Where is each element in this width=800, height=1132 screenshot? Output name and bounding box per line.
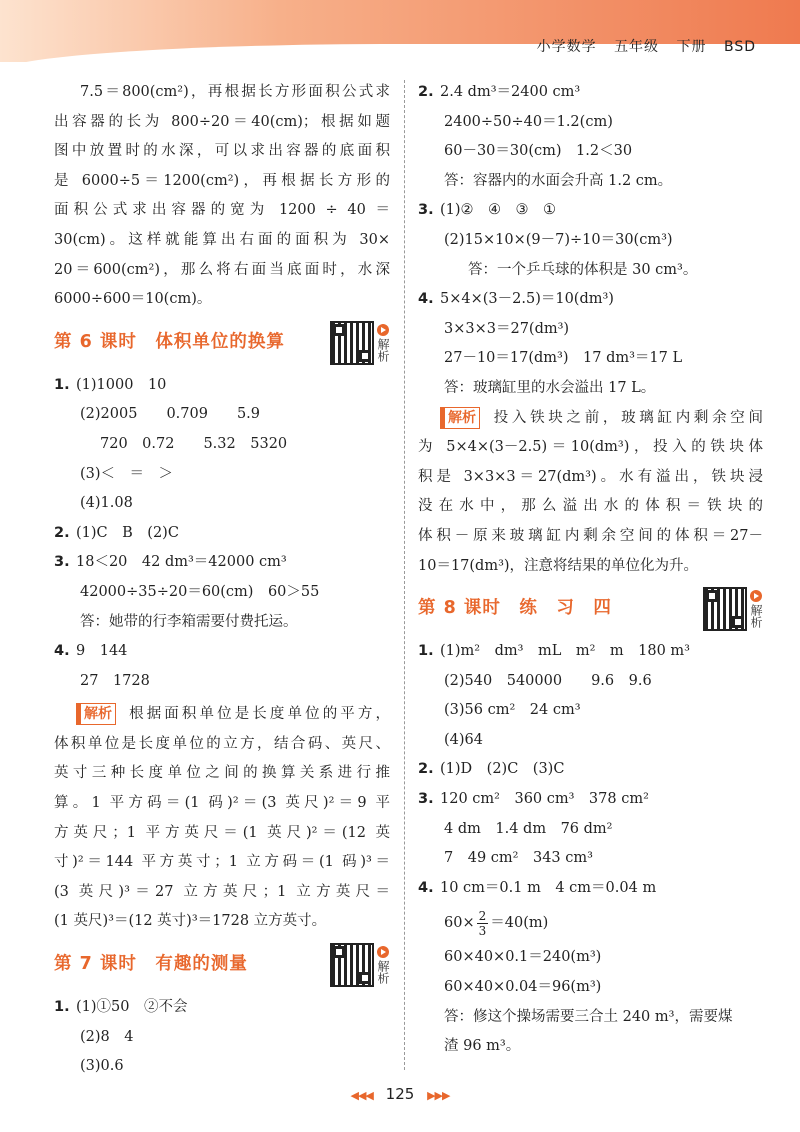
answer-text: ＝40(m) [490, 915, 549, 932]
answer-text: 2400÷50÷40＝1.2(cm) [444, 113, 613, 130]
text-line: 20＝600(cm²)，那么将右面当底面时，水深 [54, 261, 390, 278]
answer-block [418, 78, 763, 404]
qr-code-link[interactable] [330, 321, 390, 365]
text-line: 寸)²＝144 平方英寸；1 立方码＝(1 码)³＝ [54, 854, 390, 871]
text-line: 图中放置时的水深，可以求出容器的底面积 [54, 143, 390, 160]
analysis-paragraph [418, 404, 763, 582]
answer-text: 60× [444, 915, 475, 932]
answer-text: 42000÷35÷20＝60(cm) 60＞55 [80, 583, 320, 600]
answer-text: 5×4×(3－2.5)＝10(dm³) [440, 291, 614, 308]
answer-text: 60×40×0.04＝96(m³) [444, 979, 602, 996]
question-number: 4. [418, 291, 434, 308]
question-number: 2. [54, 524, 70, 541]
answer-text: 答：一个乒乓球的体积是 30 cm³。 [468, 261, 698, 278]
lesson-8-heading [418, 587, 763, 631]
answer-block [418, 637, 763, 1062]
intro-paragraph [54, 78, 390, 315]
answer-text: 答：修这个操场需要三合土 240 m³，需要煤 [444, 1008, 733, 1025]
question-number: 1. [54, 376, 70, 393]
answer-block [54, 993, 390, 1082]
qr-label: 解析 [376, 337, 390, 362]
qr-label: 解析 [749, 604, 763, 629]
fraction-denominator: 3 [478, 923, 487, 938]
fraction-line [418, 903, 763, 943]
answer-text: 答：容器内的水面会升高 1.2 cm。 [444, 172, 673, 189]
analysis-tag: 解析 [440, 407, 480, 429]
text-line: (3 英尺)³＝27 立方英尺；1 立方英尺＝ [54, 883, 390, 900]
answer-text: 10 cm＝0.1 m 4 cm＝0.04 m [440, 879, 657, 896]
lesson-title: 第 8 课时 练 习 四 [418, 598, 612, 619]
answer-text: 3×3×3＝27(dm³) [444, 320, 570, 337]
text-line: 算。1 平方码＝(1 码)²＝(3 英尺)²＝9 平 [54, 795, 390, 812]
column-divider [404, 80, 405, 1070]
answer-text: 60×40×0.1＝240(m³) [444, 949, 602, 966]
left-column [54, 78, 390, 1082]
text-line: 10＝17(dm³)，注意将结果的单位化为升。 [418, 557, 699, 574]
lesson-6-heading [54, 321, 390, 365]
text-line: 30(cm)。这样就能算出右面的面积为 30× [54, 231, 390, 248]
qr-label: 解析 [376, 960, 390, 985]
answer-text: (1)1000 10 [76, 376, 167, 393]
question-number: 3. [418, 791, 434, 808]
answer-text: (3)0.6 [80, 1058, 124, 1075]
play-icon [750, 590, 762, 602]
qr-code-icon [330, 943, 374, 987]
play-icon [377, 324, 389, 336]
text-line: 方英尺；1 平方英尺＝(1 英尺)²＝(12 英 [54, 824, 390, 841]
lesson-title: 第 6 课时 体积单位的换算 [54, 331, 285, 352]
header-grade: 五年级 [614, 39, 660, 55]
answer-text: 720 0.72 5.32 5320 [100, 435, 288, 452]
running-header [525, 36, 756, 56]
header-edition: BSD [723, 39, 756, 55]
answer-text: 18＜20 42 dm³＝42000 cm³ [76, 554, 287, 571]
answer-text: (1)m² dm³ mL m² m 180 m³ [440, 643, 690, 660]
answer-text: (1)D (2)C (3)C [440, 761, 565, 778]
text-line: 体积－原来玻璃缸内剩余空间的体积＝27－ [418, 527, 763, 544]
analysis-tag: 解析 [76, 703, 116, 725]
question-number: 1. [418, 643, 434, 660]
answer-text: 4 dm 1.4 dm 76 dm² [444, 820, 613, 837]
answer-text: (3)＜ ＝ ＞ [80, 465, 174, 482]
answer-text: (1)①50 ②不会 [76, 999, 188, 1016]
answer-text: (2)2005 0.709 5.9 [80, 406, 261, 423]
answer-text: (2)8 4 [80, 1028, 134, 1045]
question-number: 3. [54, 554, 70, 571]
prev-arrows-icon: ◀◀◀ [350, 1089, 373, 1102]
text-line: 为 5×4×(3－2.5)＝10(dm³)，投入的铁块体 [418, 439, 763, 456]
question-number: 4. [54, 643, 70, 660]
lesson-7-heading [54, 943, 390, 987]
answer-text: (3)56 cm² 24 cm³ [444, 702, 581, 719]
answer-text: (4)1.08 [80, 495, 133, 512]
question-number: 4. [418, 879, 434, 896]
text-line: 英寸三种长度单位之间的换算关系进行推 [54, 765, 390, 782]
answer-text: (4)64 [444, 731, 483, 748]
answer-text: 2.4 dm³＝2400 cm³ [440, 84, 581, 100]
answer-text: 渣 96 m³。 [444, 1038, 521, 1055]
text-line: 根据面积单位是长度单位的平方， [126, 706, 390, 723]
question-number: 3. [418, 202, 434, 219]
fraction-numerator: 2 [478, 908, 487, 923]
question-number: 1. [54, 999, 70, 1016]
qr-code-icon [703, 587, 747, 631]
page-number: 125 [385, 1085, 415, 1103]
text-line: 是 6000÷5＝1200(cm²)，再根据长方形的 [54, 172, 390, 189]
text-line: 面积公式求出容器的宽为 1200 ÷ 40 ＝ [54, 202, 390, 219]
text-line: 投入铁块之前，玻璃缸内剩余空间 [490, 409, 763, 426]
text-line: 7.5＝800(cm²)，再根据长方形面积公式求 [80, 84, 390, 100]
answer-text: 答：玻璃缸里的水会溢出 17 L。 [444, 379, 656, 396]
lesson-title: 第 7 课时 有趣的测量 [54, 954, 248, 975]
answer-text: (2)15×10×(9－7)÷10＝30(cm³) [444, 231, 673, 248]
analysis-paragraph [54, 700, 390, 937]
text-line: 出容器的长为 800÷20＝40(cm)；根据如题 [54, 113, 390, 130]
text-line: 体积单位是长度单位的立方，结合码、英尺、 [54, 735, 390, 752]
right-column [418, 78, 763, 1062]
answer-text: 答：她带的行李箱需要付费托运。 [80, 613, 298, 630]
text-line: 积是 3×3×3＝27(dm³)。水有溢出，铁块浸 [418, 468, 763, 485]
qr-code-link[interactable] [703, 587, 763, 631]
answer-text: 60－30＝30(cm) 1.2＜30 [444, 143, 633, 160]
answer-text: 9 144 [76, 643, 128, 660]
header-volume: 下册 [676, 39, 707, 55]
question-number: 2. [418, 761, 434, 778]
text-line: 6000÷600＝10(cm)。 [54, 291, 212, 308]
answer-text: (1)② ④ ③ ① [440, 202, 557, 219]
play-icon [377, 946, 389, 958]
qr-code-link[interactable] [330, 943, 390, 987]
header-subject: 小学数学 [536, 39, 597, 55]
answer-text: 27－10＝17(dm³) 17 dm³＝17 L [444, 350, 683, 367]
answer-text: (1)C B (2)C [76, 524, 179, 541]
answer-text: 7 49 cm² 343 cm³ [444, 850, 593, 867]
text-line: 没在水中，那么溢出水的体积＝铁块的 [418, 498, 763, 515]
fraction [477, 909, 489, 938]
answer-block [54, 371, 390, 697]
answer-text: (2)540 540000 9.6 9.6 [444, 672, 652, 689]
answer-text: 120 cm² 360 cm³ 378 cm² [440, 791, 649, 808]
qr-code-icon [330, 321, 374, 365]
page-footer [0, 1085, 800, 1103]
text-line: (1 英尺)³＝(12 英寸)³＝1728 立方英寸。 [54, 913, 327, 930]
next-arrows-icon: ▶▶▶ [427, 1089, 450, 1102]
answer-text: 27 1728 [80, 672, 150, 689]
question-number: 2. [418, 84, 434, 100]
